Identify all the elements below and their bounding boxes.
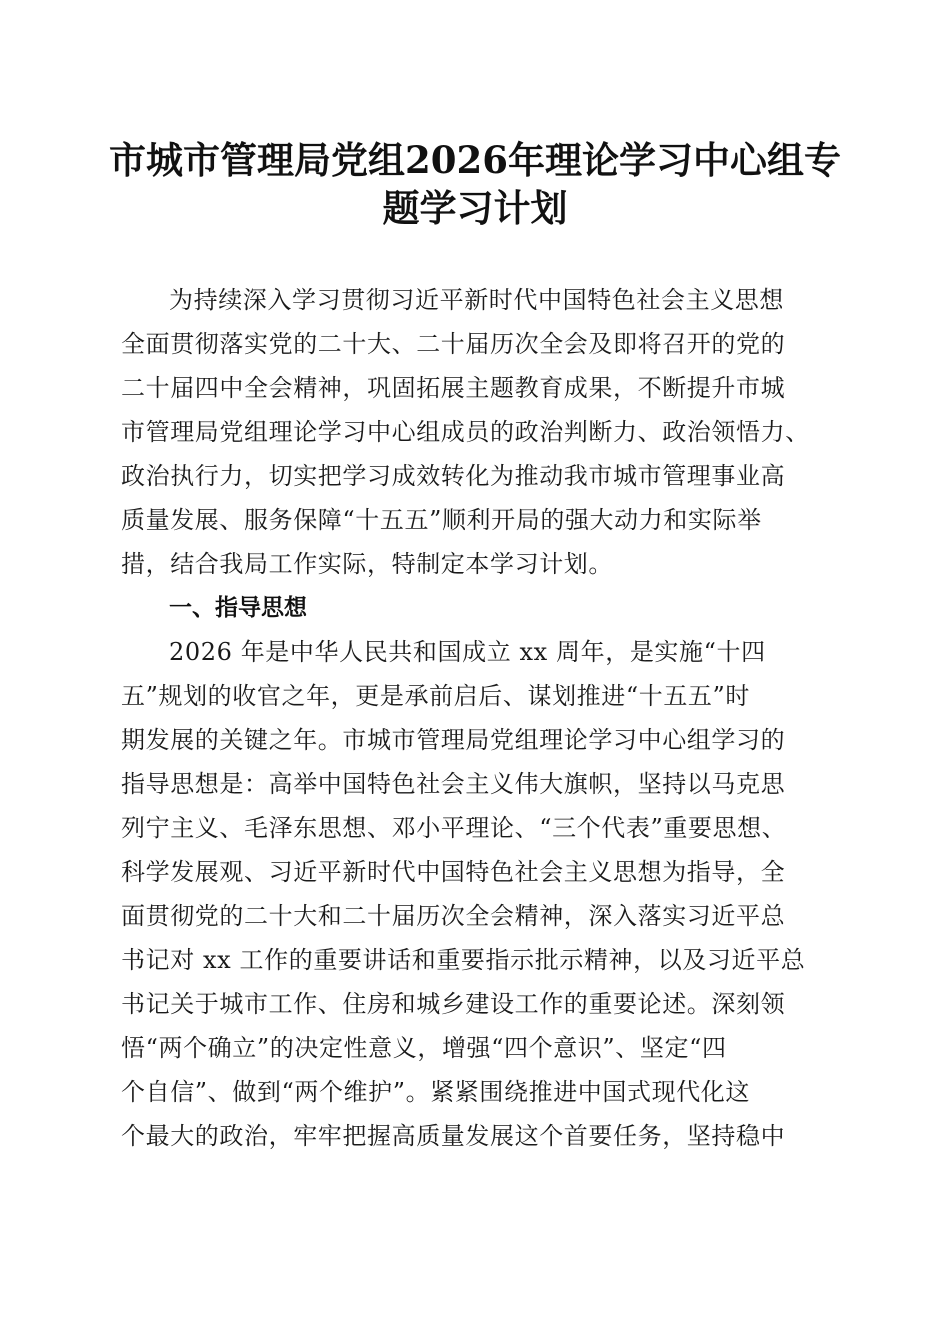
intro-line: 措，结合我局工作实际，特制定本学习计划。 (121, 550, 613, 578)
section-line: 指导思想是：高举中国特色社会主义伟大旗帜，坚持以马克思 (121, 770, 786, 798)
section-line: 个最大的政治，牢牢把握高质量发展这个首要任务，坚持稳中 (121, 1122, 786, 1150)
section-heading: 一、指导思想 (169, 595, 307, 621)
intro-line: 质量发展、服务保障“十五五”顺利开局的强大动力和实际举 (121, 506, 762, 534)
section-line: 个自信”、做到“两个维护”。紧紧围绕推进中国式现代化这 (121, 1078, 751, 1106)
title-line: 题学习计划 (382, 186, 568, 230)
intro-line: 二十届四中全会精神，巩固拓展主题教育成果，不断提升市城 (121, 374, 786, 402)
section-line: 科学发展观、习近平新时代中国特色社会主义思想为指导，全 (121, 858, 786, 886)
intro-line: 市管理局党组理论学习中心组成员的政治判断力、政治领悟力、 (121, 418, 810, 446)
section-line: 书记对 xx 工作的重要讲话和重要指示批示精神，以及习近平总 (121, 946, 806, 974)
section-line: 2026 年是中华人民共和国成立 xx 周年，是实施“十四 (169, 638, 766, 666)
document-title (100, 136, 850, 232)
section-line: 期发展的关键之年。市城市管理局党组理论学习中心组学习的 (121, 726, 786, 754)
intro-line: 为持续深入学习贯彻习近平新时代中国特色社会主义思想 (169, 286, 784, 314)
section-line: 五”规划的收官之年，更是承前启后、谋划推进“十五五”时 (121, 682, 751, 710)
title-line: 市城市管理局党组2026年理论学习中心组专 (109, 138, 841, 182)
intro-line: 全面贯彻落实党的二十大、二十届历次全会及即将召开的党的 (121, 330, 786, 358)
section-line: 悟“两个确立”的决定性意义，增强“四个意识”、坚定“四 (121, 1034, 727, 1062)
section-line: 面贯彻党的二十大和二十届历次全会精神，深入落实习近平总 (121, 902, 786, 930)
intro-line: 政治执行力，切实把学习成效转化为推动我市城市管理事业高 (121, 462, 786, 490)
section-line: 列宁主义、毛泽东思想、邓小平理论、“三个代表”重要思想、 (121, 814, 787, 842)
section-line: 书记关于城市工作、住房和城乡建设工作的重要论述。深刻领 (121, 990, 786, 1018)
